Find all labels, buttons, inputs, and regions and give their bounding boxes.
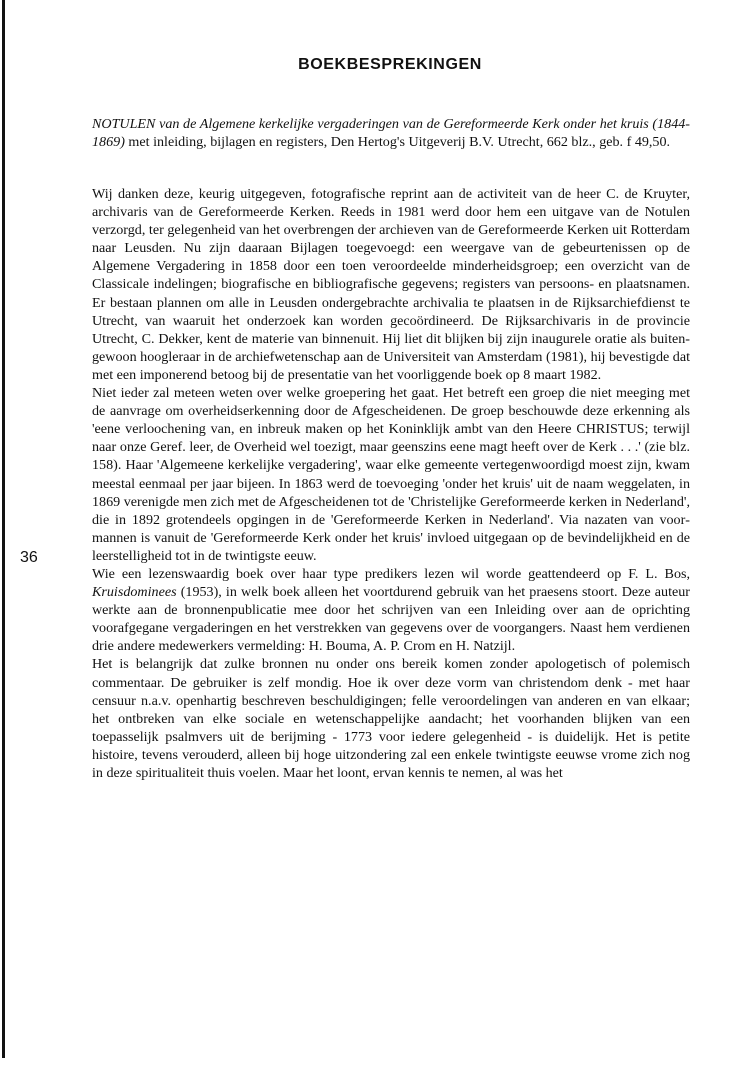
section-title: BOEKBESPREKINGEN (298, 56, 482, 73)
page-number: 36 (20, 549, 38, 566)
review-paragraph-1: Wij danken deze, keurig uitgegeven, fotografische reprint aan de activiteit van de heer C. de Kruyter, archivaris van de Gereformeerde Kerken. Reeds in 1981 werd door hem een uitgave van de Notulen verzorgd, ter gelegenheid van het overbrengen der archieven van de Gereformeerde Kerken uit Rotterdam naar Leusden. Nu zijn daaraan Bijlagen toegevoegd: een weergave van de gebeurtenissen op de Algemene Vergadering in 1858 door een toen veroordeelde minderheidsgroep; een overzicht van de Classicale indelingen; biografische en bibliografische gegevens; registers van persoons- en plaatsnamen. Er bestaan plannen om alle in Leusden ondergebrachte archivalia te plaatsen in de Rijksarchiefdienst te Utrecht, van waaruit het onderzoek kan worden gecoördineerd. De Rijksarchivaris in de provincie Utrecht, C. Dekker, kent de materie van binnenuit. Hij liet dit blijken bij zijn inaugurele oratie als buitengewoon hoogleraar in de archiefwetenschap aan de Universiteit van Amsterdam (1981), hij bevestigde dat met een imponerend betoog bij de presentatie van het voorliggende boek op 8 maart 1982. (92, 186, 690, 383)
review-paragraph-3 (92, 565, 690, 655)
review-paragraph-3-end: (1953), in welk boek alleen het voortdurend gebruik van het praesens stoort. Deze auteur werkte aan de bronnenpublicatie mee door het schrijven van een Inleiding over aan de oprichting voorafgegane vergaderingen en het verstrekken van gegevens over de voorgangers. Naast hem verdienen drie andere medewerkers vermelding: H. Bouma, A. P. Crom en H. Natzijl. (92, 584, 690, 655)
review-body (92, 185, 690, 782)
reference-book-title: NOTULEN van de Algemene kerkelijke vergaderingen van de Gereformeerde Kerk onder het kruis (1844-1869) (92, 116, 690, 151)
reference-details: met inleiding, bijlagen en registers, Den Hertog's Uitgeverij B.V. Utrecht, 662 blz., geb. f 49,50. (124, 134, 671, 151)
book-reference (92, 115, 690, 151)
reference-paragraph (92, 115, 690, 151)
review-paragraph-4: Het is belangrijk dat zulke bronnen nu onder ons bereik komen zonder apologetisch of polemisch commentaar. De gebruiker is zelf mondig. Hoe ik over deze vorm van christendom denk - met haar censuur n.a.v. openhartig beschreven beschuldigingen; felle veroordelingen van anderen en van elkaar; het ontbreken van elke sociale en wetenschappelijke aandacht; het voorhanden blijken van een toepasselijk psalmvers uit de berijming - 1773 voor iedere gelegenheid - is duidelijk. Het is petite histoire, tevens verouderd, alleen bij hoge uitzondering zal een enkele twintigste eeuwse vrome zich nog in deze spiritualiteit thuis voelen. Maar het loont, ervan kennis te nemen, al was het (92, 656, 690, 781)
page-edge-rule (2, 0, 5, 1058)
review-paragraph-3-start: Wie een lezenswaardig boek over haar type predikers lezen wil worde geattendeerd op F. L. Bos, (92, 565, 690, 582)
review-paragraph-2: Niet ieder zal meteen weten over welke groepering het gaat. Het betreft een groep die niet meeging met de aanvrage om overheidserkenning door de Afgescheidenen. De groep beschouwde deze erkenning als 'eene verloochening van, en inbreuk maken op het Koninklijk ambt van den Heere CHRISTUS; terwijl naar onze Geref. leer, de Overheid wel toezigt, maar geenszins eene magt heeft over de Kerk . . .' (zie blz. 158). Haar 'Algemeene kerkelijke vergadering', waar elke gemeente vertegenwoordigd moest zijn, kwam meestal eenmaal per jaar bijeen. In 1863 werd de toevoeging 'onder het kruis' uit de naam weggelaten, in 1869 verenigde men zich met de Afgescheidenen tot de 'Christelijke Gereformeerde kerken in Nederland', die in 1892 grotendeels opgingen in de 'Gereformeerde Kerken in Nederland'. Via nazaten van voormannen is vanuit de 'Gereformeerde Kerk onder het kruis' invloed uitgegaan op de bevindelijkheid en de leerstelligheid tot in de twintigste eeuw. (92, 385, 690, 564)
cited-book-title: Kruisdominees (92, 584, 177, 601)
